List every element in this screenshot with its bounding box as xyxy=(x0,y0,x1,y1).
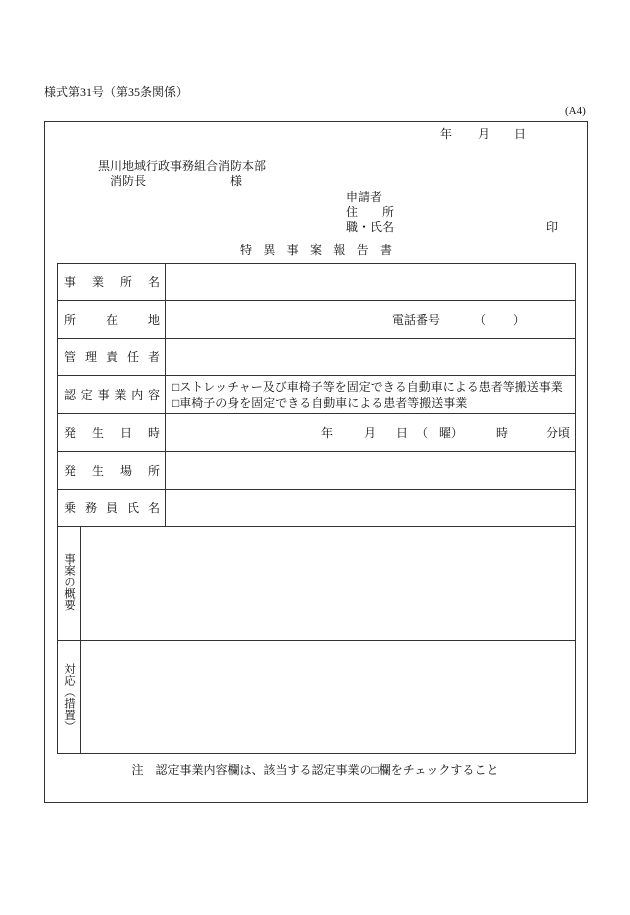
row-crew-names xyxy=(58,490,575,527)
row-response xyxy=(58,641,575,753)
response-label: 対応（措置） xyxy=(63,663,75,732)
phone-paren-close: ） xyxy=(513,312,526,327)
row-location xyxy=(58,301,575,339)
certified-business-label: 認定事業内容 xyxy=(64,387,160,402)
crew-names-field[interactable] xyxy=(166,490,575,526)
applicant-name-label: 職・氏名 xyxy=(346,220,395,234)
row-business-name xyxy=(58,264,575,301)
addressee-title: 消防長 xyxy=(110,174,147,188)
seal-mark: 印 xyxy=(546,220,559,234)
row-certified-business xyxy=(58,376,575,414)
response-label-cell xyxy=(58,641,81,753)
date-day-label: 日 xyxy=(514,127,527,141)
row-summary xyxy=(58,527,575,641)
applicant-address-label: 住 所 xyxy=(346,205,395,219)
option-wheelchair-only[interactable] xyxy=(172,395,563,411)
occurrence-place-label: 発生場所 xyxy=(64,463,160,478)
certified-business-label-cell xyxy=(58,376,166,413)
datetime-weekday-label: 曜） xyxy=(439,425,464,440)
checkbox-stretcher-wheelchair[interactable]: □ xyxy=(172,380,180,394)
datetime-month-label: 月 xyxy=(364,425,377,440)
location-field[interactable] xyxy=(166,301,575,338)
response-field[interactable] xyxy=(81,641,575,753)
option-wheelchair-only-text: 車椅子の身を固定できる自動車による患者等搬送事業 xyxy=(179,396,468,410)
datetime-day-label: 日 xyxy=(396,425,409,440)
business-name-field[interactable] xyxy=(166,264,575,300)
datetime-hour-label: 時 xyxy=(496,425,509,440)
occurrence-datetime-field[interactable] xyxy=(166,414,575,451)
footnote: 注 認定事業内容欄は、該当する認定事業の□欄をチェックすること xyxy=(131,763,499,777)
summary-label-cell xyxy=(58,527,81,640)
row-manager xyxy=(58,339,575,376)
applicant-heading: 申請者 xyxy=(346,190,383,204)
datetime-weekday-open: （ xyxy=(416,425,429,440)
manager-field[interactable] xyxy=(166,339,575,375)
row-occurrence-place xyxy=(58,452,575,490)
datetime-year-label: 年 xyxy=(321,425,334,440)
datetime-minute-label: 分頃 xyxy=(546,425,571,440)
option-stretcher-wheelchair[interactable] xyxy=(172,379,563,395)
manager-label-cell xyxy=(58,339,166,375)
certified-business-field xyxy=(166,376,575,413)
summary-field[interactable] xyxy=(81,527,575,640)
option-stretcher-wheelchair-text: ストレッチャー及び車椅子等を固定できる自動車による患者等搬送事業 xyxy=(179,380,563,394)
occurrence-place-field[interactable] xyxy=(166,452,575,489)
form-number: 様式第31号（第35条関係） xyxy=(44,85,189,99)
occurrence-datetime-label: 発生日時 xyxy=(64,425,160,440)
location-label-cell xyxy=(58,301,166,338)
addressee-organization: 黒川地域行政事務組合消防本部 xyxy=(98,159,267,173)
occurrence-datetime-label-cell xyxy=(58,414,166,451)
summary-label: 事案の概要 xyxy=(63,553,75,611)
occurrence-place-label-cell xyxy=(58,452,166,489)
crew-names-label: 乗務員氏名 xyxy=(64,501,160,515)
document-title: 特異事案報告書 xyxy=(240,243,392,257)
business-name-label-cell xyxy=(58,264,166,300)
business-name-label: 事業所名 xyxy=(64,275,160,289)
date-year-label: 年 xyxy=(440,127,453,141)
row-occurrence-datetime xyxy=(58,414,575,452)
addressee-honorific: 様 xyxy=(230,174,243,188)
crew-names-label-cell xyxy=(58,490,166,526)
location-label: 所在地 xyxy=(64,312,160,327)
report-table xyxy=(57,263,576,754)
certified-business-options xyxy=(172,379,563,411)
manager-label: 管理責任者 xyxy=(64,350,160,364)
phone-paren-open: （ xyxy=(474,312,487,327)
checkbox-wheelchair-only[interactable]: □ xyxy=(172,396,180,410)
paper-size: (A4) xyxy=(565,105,586,117)
phone-label: 電話番号 xyxy=(392,312,441,327)
date-month-label: 月 xyxy=(478,127,491,141)
